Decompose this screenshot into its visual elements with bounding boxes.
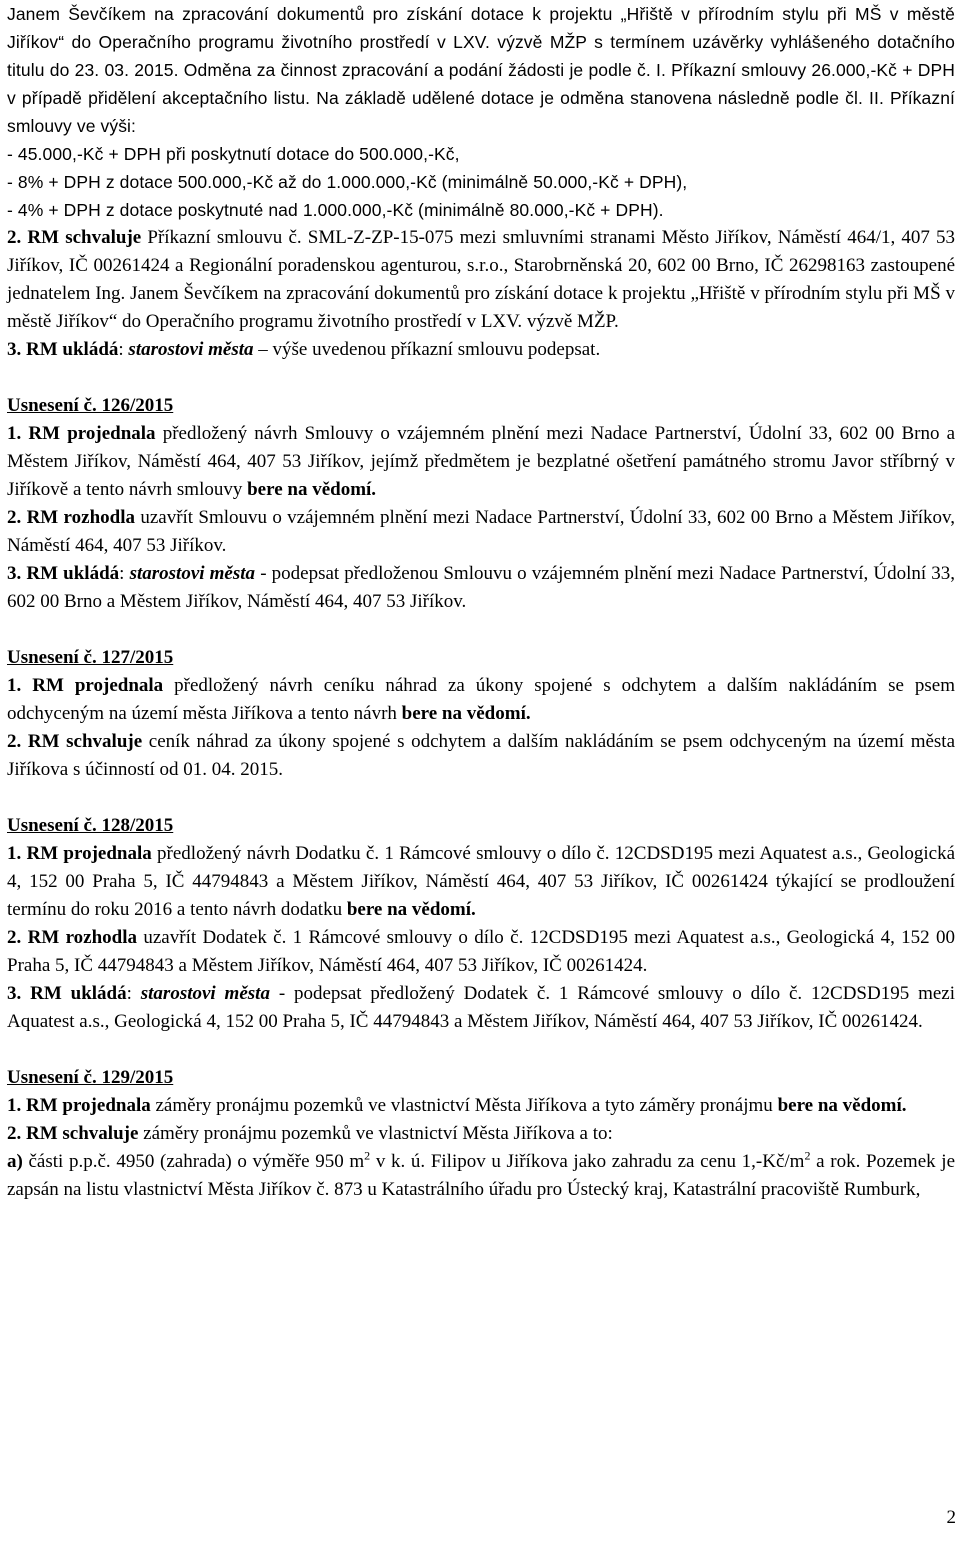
resolution-127-item-1: [7, 672, 955, 728]
resolution-128-item-3: [7, 980, 955, 1036]
item-keyword: RM projednala: [28, 423, 156, 444]
item-assignee: starostovi města: [129, 563, 256, 584]
item-text: uzavřít Smlouvu o vzájemném plnění mezi Nadace Partnerství, Údolní 33, 602 00 Brno a Městem Jiříkov, Náměstí 464, 407 53 Jiříkov.: [7, 507, 956, 556]
item-colon: :: [126, 983, 132, 1004]
item-text: ceník náhrad za úkony spojené s odchytem a dalším nakládáním se psem odchyceným na území města Jiříkova s účinností od 01. 04. 2015.: [7, 731, 956, 780]
item-keyword: RM rozhodla: [27, 927, 138, 948]
item-keyword: RM projednala: [32, 675, 164, 696]
resolution-heading-126: Usnesení č. 126/2015: [7, 395, 174, 416]
item-text: - podepsat předloženou Smlouvu o vzájemném plnění mezi Nadace Partnerství, Údolní 33, 602 00 Brno a Městem Jiříkov, Náměstí 464, 407 53 Jiříkov.: [7, 563, 956, 612]
fee-line-2: - 8% + DPH z dotace 500.000,-Kč až do 1.000.000,-Kč (minimálně 50.000,-Kč + DPH),: [7, 172, 688, 192]
fee-line-3: - 4% + DPH z dotace poskytnuté nad 1.000.000,-Kč (minimálně 80.000,-Kč + DPH).: [7, 200, 664, 220]
resolution-129-item-2a: [7, 1148, 955, 1204]
page-number: 2: [946, 1507, 956, 1528]
item-number: 1.: [7, 423, 22, 444]
item-number: 1.: [7, 843, 22, 864]
resolution-128-item-1: [7, 840, 955, 924]
item-2-approve-contract: [7, 224, 955, 336]
item-keyword: RM ukládá: [26, 339, 119, 360]
item-text: předložený návrh ceníku náhrad za úkony spojené s odchytem a dalším nakládáním se psem odchyceným na území města Jiříkova a tento návrh: [7, 675, 956, 724]
item-text: záměry pronájmu pozemků ve vlastnictví Města Jiříkova a to:: [143, 1123, 613, 1144]
resolution-heading-127: Usnesení č. 127/2015: [7, 647, 174, 668]
item-number: 3.: [7, 563, 22, 584]
item-number: 2.: [7, 1123, 22, 1144]
item-number: 2.: [7, 227, 22, 248]
item-keyword: RM ukládá: [30, 983, 127, 1004]
contract-paragraph: Janem Ševčíkem na zpracování dokumentů pro získání dotace k projektu „Hřiště v přírodním stylu při MŠ v městě Jiříkov“ do Operačního programu životního prostředí v LXV. výzvě MŽP s termínem uzávěrky vyhlášeného dotačního titulu do 23. 03. 2015. Odměna za činnost zpracování a podání žádosti je podle č. I. Příkazní smlouvy 26.000,-Kč + DPH v případě přidělení akceptačního listu. Na základě udělené dotace je odměna stanovena následně podle čl. II. Příkazní smlouvy ve výši:: [7, 4, 955, 136]
item-colon: :: [118, 339, 124, 360]
fee-line-1: - 45.000,-Kč + DPH při poskytnutí dotace do 500.000,-Kč,: [7, 144, 460, 164]
item-keyword: RM schvaluje: [27, 227, 142, 248]
item-conclusion: bere na vědomí.: [401, 703, 531, 724]
item-number: 1.: [7, 1095, 22, 1116]
item-number: 2.: [7, 731, 22, 752]
item-text: Příkazní smlouvu č. SML-Z-ZP-15-075 mezi smluvními stranami Město Jiříkov, Náměstí 464/1, 407 53 Jiříkov, IČ 00261424 a Regionální poradenskou agenturou, s.r.o., Starobrněnská 20, 602 00 Brno, IČ 26298163 zastoupené jednatelem Ing. Janem Ševčíkem na zpracování dokumentů pro získání dotace k projektu „Hřiště v přírodním stylu při MŠ v městě Jiříkov“ do Operačního programu životního prostředí v LXV. výzvě MŽP.: [7, 227, 956, 332]
item-number: 2.: [7, 507, 22, 528]
resolution-126-item-2: [7, 504, 955, 560]
item-keyword: RM rozhodla: [26, 507, 135, 528]
item-number: 2.: [7, 927, 22, 948]
document-page: [7, 0, 955, 1545]
item-assignee: starostovi města: [140, 983, 270, 1004]
item-number: 1.: [7, 675, 22, 696]
sub-item-text: v k. ú. Filipov u Jiříkova jako zahradu za cenu 1,-Kč/m: [375, 1151, 805, 1172]
item-assignee: starostovi města: [128, 339, 254, 360]
item-keyword: RM ukládá: [26, 563, 120, 584]
resolution-128-item-2: [7, 924, 955, 980]
item-text: záměry pronájmu pozemků ve vlastnictví Města Jiříkova a tyto záměry pronájmu: [155, 1095, 773, 1116]
item-conclusion: bere na vědomí.: [777, 1095, 907, 1116]
superscript: 2: [364, 1148, 371, 1163]
item-number: 3.: [7, 339, 22, 360]
resolution-127-item-2: [7, 728, 955, 784]
item-number: 3.: [7, 983, 22, 1004]
sub-item-label: a): [7, 1151, 23, 1172]
item-text: uzavřít Dodatek č. 1 Rámcové smlouvy o dílo č. 12CDSD195 mezi Aquatest a.s., Geologická 4, 152 00 Praha 5, IČ 44794843 a Městem Jiříkov, Náměstí 464, 407 53 Jiříkov, IČ 00261424.: [7, 927, 956, 976]
item-text: předložený návrh Smlouvy o vzájemném plnění mezi Nadace Partnerství, Údolní 33, 602 00 Brno a Městem Jiříkov, Náměstí 464, 407 53 Jiříkov, jejímž předmětem je bezplatné ošetření památného stromu Javor stříbrný v Jiříkově a tento návrh smlouvy: [7, 423, 956, 500]
item-3-instructs: [7, 336, 955, 364]
resolution-heading-129: Usnesení č. 129/2015: [7, 1067, 174, 1088]
item-keyword: RM schvaluje: [26, 1123, 139, 1144]
item-text: předložený návrh Dodatku č. 1 Rámcové smlouvy o dílo č. 12CDSD195 mezi Aquatest a.s., Geologická 4, 152 00 Praha 5, IČ 44794843 a Městem Jiříkov, Náměstí 464, 407 53 Jiříkov, IČ 00261424 týkající se prodloužení termínu do roku 2016 a tento návrh dodatku: [7, 843, 956, 920]
superscript: 2: [804, 1148, 811, 1163]
resolution-129-item-2: [7, 1120, 955, 1148]
resolution-126-item-3: [7, 560, 955, 616]
item-text: – výše uvedenou příkazní smlouvu podepsat.: [258, 339, 601, 360]
resolution-129-item-1: [7, 1092, 955, 1120]
sub-item-text: části p.p.č. 4950 (zahrada) o výměře 950 m: [28, 1151, 365, 1172]
item-keyword: RM projednala: [26, 843, 152, 864]
item-conclusion: bere na vědomí.: [346, 899, 476, 920]
item-keyword: RM schvaluje: [27, 731, 143, 752]
item-keyword: RM projednala: [26, 1095, 151, 1116]
resolution-126-item-1: [7, 420, 955, 504]
item-conclusion: bere na vědomí.: [247, 479, 377, 500]
resolution-heading-128: Usnesení č. 128/2015: [7, 815, 174, 836]
sub-item-text: a rok. Pozemek je zapsán na listu vlastnictví Města Jiříkov č. 873 u Katastrálního úřadu pro Ústecký kraj, Katastrální pracoviště Rumburk,: [7, 1151, 956, 1200]
item-text: - podepsat předložený Dodatek č. 1 Rámcové smlouvy o dílo č. 12CDSD195 mezi Aquatest a.s., Geologická 4, 152 00 Praha 5, IČ 44794843 a Městem Jiříkov, Náměstí 464, 407 53 Jiříkov, IČ 00261424.: [7, 983, 955, 1032]
item-colon: :: [119, 563, 125, 584]
